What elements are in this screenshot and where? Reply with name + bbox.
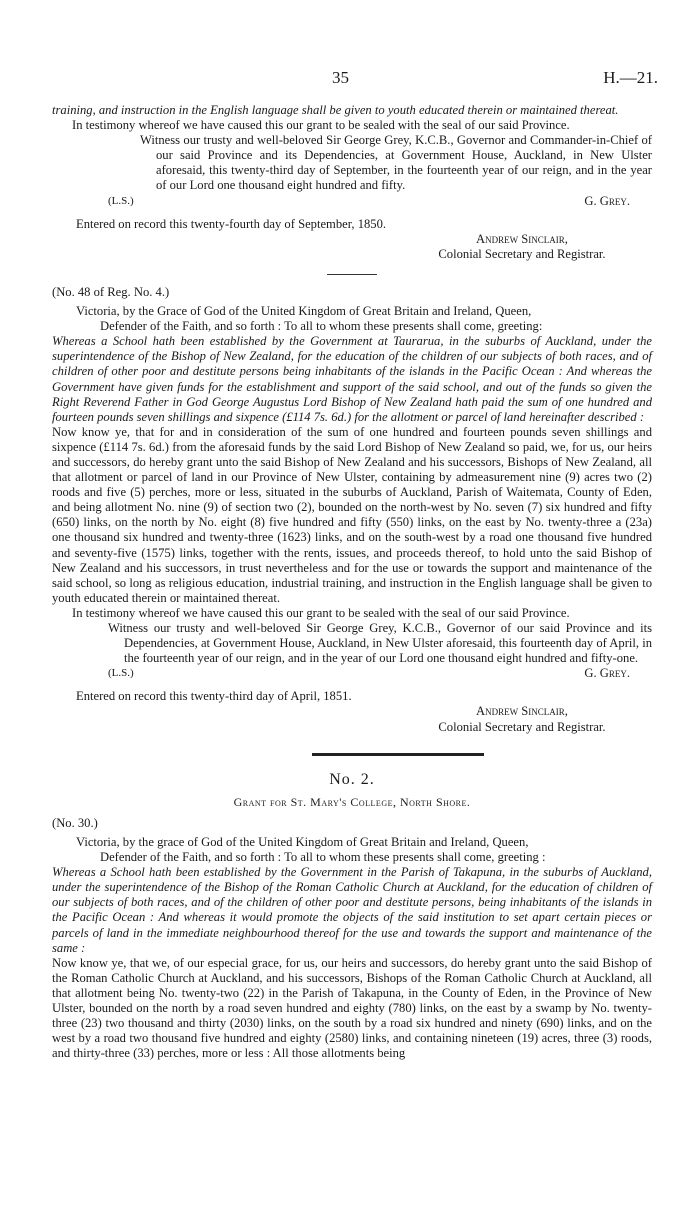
grant-continuation: training, and instruction in the English language shall be given to youth educated therein or maintained thereat. (52, 103, 619, 117)
testimony-paragraph: In testimony whereof we have caused this our grant to be sealed with the seal of our said Province. (72, 118, 570, 133)
witness-paragraph: Witness our trusty and well-beloved Sir George Grey, K.C.B., Governor and Commander-in-Chief of our said Province and its Dependencies, at Government House, Auckland, in New Ulster aforesaid, this twenty-third day of September, in the fourteenth year of our reign, and in the year of our Lord one thousand eight hundred and fifty. (140, 133, 652, 193)
registrar-name: Andrew Sinclair, (476, 231, 568, 246)
registrar-title: Colonial Secretary and Registrar. (438, 246, 606, 261)
grant-title: Grant for St. Mary's College, North Shore. (233, 794, 471, 809)
seal-mark: (L.S.) (108, 194, 134, 207)
page-header (0, 68, 700, 86)
grant-number: No. 2. (329, 770, 375, 788)
royal-preamble: Victoria, by the Grace of God of the United Kingdom of Great Britain and Ireland, Queen, (76, 304, 532, 319)
record-entry: Entered on record this twenty-fourth day of September, 1850. (76, 216, 387, 231)
royal-greeting: Defender of the Faith, and so forth : To all to whom these presents shall come, greeting: (100, 319, 543, 334)
page-number: 35 (332, 68, 349, 87)
witness-paragraph: Witness our trusty and well-beloved Sir George Grey, K.C.B., Governor of our said Province and its Dependencies, at Government House, Auckland, in New Ulster aforesaid, this fourteenth day of April, in the fourteenth year of our reign, and in the year of our Lord one thousand eight hundred and fifty-one. (108, 621, 652, 666)
seal-line (52, 666, 652, 681)
registrar-signature (422, 232, 622, 262)
registry-reference: (No. 48 of Reg. No. 4.) (52, 284, 170, 299)
registrar-signature (422, 704, 622, 734)
seal-mark: (L.S.) (108, 667, 134, 680)
testimony-paragraph: In testimony whereof we have caused this our grant to be sealed with the seal of our said Province. (72, 605, 570, 620)
page-body (52, 103, 652, 1061)
whereas-clause: Whereas a School hath been established by the Government at Taurarua, in the suburbs of Auckland, under the superintendence of the Bishop of New Zealand, for the education of the children of our subjects of both races, and of children of other poor and destitute persons being inhabitants of the islands in the Pacific Ocean : And whereas the Government have given funds for the establishment and support of the said school, and out of the funds so given the Right Reverend Father in God George Augustus Lord Bishop of New Zealand hath paid the sum of one hundred and fourteen pounds seven shillings and sixpence (£114 7s. 6d.) for the allotment or parcel of land hereinafter described : (52, 334, 652, 424)
governor-signature: G. Grey. (584, 666, 630, 681)
governor-signature: G. Grey. (584, 193, 630, 208)
grant-clause: Now know ye, that we, of our especial grace, for us, our heirs and successors, do hereby grant unto the said Bishop of the Roman Catholic Church at Auckland, and his successors, Bishops of the Roman Catholic Church at Auckland, all that allotment being No. twenty-two (22) in the Parish of Takapuna, in the County of Eden, in the Province of New Ulster, bounded on the north by a road seven hundred and eighty (780) links, on the east by a swamp by No. twenty-three (23) two thousand and thirty (2030) links, on the south by a road six hundred and ninety (690) links, and on the west by a road two thousand five hundred and eighty (2580) links, and containing nineteen (19) acres, three (3) roods, and thirty-three (33) perches, more or less : All those allotments being (52, 955, 652, 1061)
whereas-clause: Whereas a School hath been established by the Government in the Parish of Takapuna, in the suburbs of Auckland, under the superintendence of the Bishop of the Roman Catholic Church at Auckland, for the education of children of our subjects of both races, and of the children of other poor and destitute persons, being inhabitants of the islands in the Pacific Ocean : And whereas it would promote the objects of the said institution to set apart certain pieces or parcels of land in the immediate neighbourhood thereof for the use and towards the support and maintenance of the same : (52, 865, 652, 955)
section-divider (327, 274, 377, 275)
seal-line (52, 194, 652, 209)
record-entry: Entered on record this twenty-third day of April, 1851. (76, 689, 352, 704)
registrar-title: Colonial Secretary and Registrar. (438, 719, 606, 734)
section-rule (312, 753, 484, 756)
registrar-name: Andrew Sinclair, (476, 704, 568, 719)
royal-greeting: Defender of the Faith, and so forth : To all to whom these presents shall come, greeting : (100, 850, 546, 865)
document-reference: H.—21. (603, 68, 658, 87)
royal-preamble: Victoria, by the grace of God of the United Kingdom of Great Britain and Ireland, Queen, (76, 834, 529, 849)
registry-reference: (No. 30.) (52, 815, 98, 830)
grant-clause: Now know ye, that for and in consideration of the sum of one hundred and fourteen pounds seven shillings and sixpence (£114 7s. 6d.) from the aforesaid funds by the said Lord Bishop of New Zealand so paid, we, for us, our heirs and successors, do hereby grant unto the said Bishop of New Zealand and his successors, Bishops of New Zealand, all that allotment or parcel of land in our Province of New Ulster, containing by admeasurement nine (9) acres two (2) roods and five (5) perches, more or less, situated in the suburbs of Auckland, Parish of Waitemata, County of Eden, and being allotment No. nine (9) of section two (2), bounded on the north-west by No. seven (7) six hundred and fifty (650) links, on the north by No. eight (8) five hundred and fifty (550) links, on the east by No. twenty-three a (23a) one thousand six hundred and twenty-three (1623) links, and on the south-west by a road one thousand five hundred and seventy-five (1575) links, together with the rents, issues, and proceeds thereof, to hold unto the said Bishop of New Zealand and his successors, in trust nevertheless and for the use or towards the support and maintenance of the said school, so long as religious education, industrial training, and instruction in the English language shall be given to youth educated therein or maintained thereat. (52, 424, 652, 605)
